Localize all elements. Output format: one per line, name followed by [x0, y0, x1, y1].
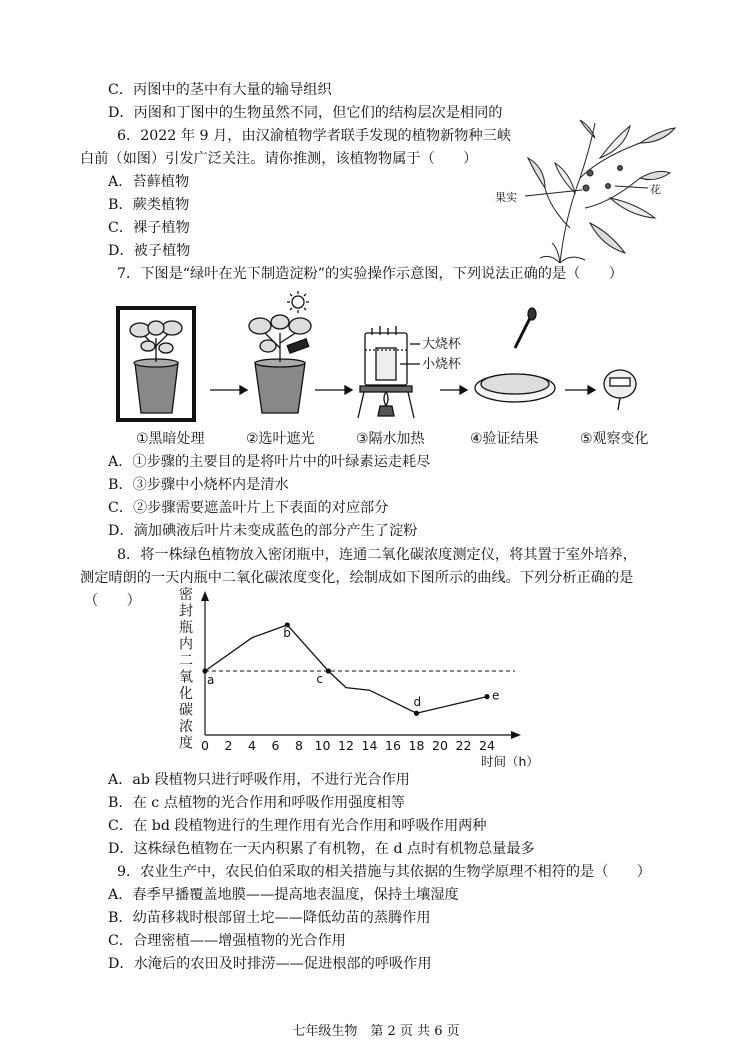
x-tick-8: 8 — [295, 738, 303, 753]
point-d — [414, 711, 419, 716]
y-label-char: 碳 — [179, 702, 193, 719]
y-axis-label — [179, 587, 193, 752]
q8-stem-line1: 8．将一株绿色植物放入密闭瓶中，连通二氧化碳浓度测定仪，将其置于室外培养， — [117, 547, 637, 563]
q7-stem: 7．下图是“绿叶在光下制造淀粉”的实验操作示意图，下列说法正确的是（ ） — [117, 266, 623, 282]
q9-option-d: D．水淹后的农田及时排涝——促进根部的呼吸作用 — [108, 956, 432, 972]
q6-option-c: C．裸子植物 — [108, 220, 190, 236]
y-label-char: 二 — [179, 653, 193, 669]
y-label-char: 浓 — [179, 719, 193, 735]
q9-option-c: C．合理密植——增强植物的光合作用 — [108, 933, 346, 949]
q7-option-d: D．滴加碘液后叶片未变成蓝色的部分产生了淀粉 — [108, 523, 418, 539]
point-label-a: a — [207, 673, 215, 687]
step-3-caption: ③隔水加热 — [356, 431, 425, 447]
x-tick-16: 16 — [385, 738, 401, 753]
q8-option-c: C．在 bd 段植物进行的生理作用有光合作用和呼吸作用两种 — [108, 818, 487, 834]
q9-option-a: A．春季早播覆盖地膜——提高地表温度，保持土壤湿度 — [108, 887, 459, 903]
q8-option-d: D．这株绿色植物在一天内积累了有机物，在 d 点时有机物总量最多 — [108, 841, 535, 857]
label-fruit: 果实 — [495, 191, 517, 204]
y-label-char: 密 — [179, 587, 193, 603]
point-e — [484, 694, 489, 699]
y-label-char: 内 — [179, 636, 193, 653]
y-label-char: 封 — [179, 603, 193, 620]
label-small-beaker: 小烧杯 — [422, 357, 462, 372]
q7-option-a: A．①步骤的主要目的是将叶片中的叶绿素运走耗尽 — [108, 454, 431, 470]
q7-option-c: C．②步骤需要遮盖叶片上下表面的对应部分 — [108, 500, 389, 516]
x-tick-6: 6 — [271, 738, 280, 753]
x-tick-22: 22 — [455, 738, 472, 753]
x-tick-12: 12 — [338, 738, 354, 753]
x-axis-arrow — [511, 731, 521, 739]
x-tick-20: 20 — [432, 738, 448, 753]
point-label-e: e — [492, 688, 500, 703]
co2-series-line — [205, 625, 487, 713]
step-2-caption: ②选叶遮光 — [246, 431, 315, 447]
q6-stem-line2: 白前（如图）引发广泛关注。请你推测，该植物物属于（ ） — [80, 151, 478, 167]
point-label-c: c — [316, 672, 323, 686]
x-tick-2: 2 — [224, 738, 233, 753]
q9-stem: 9．农业生产中，农民伯伯采取的相关措施与其依据的生物学原理不相符的是（ ） — [117, 864, 651, 880]
q7-option-b: B．③步骤中小烧杯内是清水 — [108, 477, 289, 493]
x-axis-label: 时间（h） — [481, 754, 539, 769]
point-c — [326, 668, 331, 673]
q8-stem-line3: （ ） — [84, 593, 141, 609]
co2-chart — [175, 585, 545, 770]
y-axis-arrow — [201, 591, 209, 601]
label-flower: 花 — [650, 183, 661, 196]
x-tick-10: 10 — [314, 738, 331, 753]
x-tick-14: 14 — [361, 738, 378, 753]
step-5-caption: ⑤观察变化 — [580, 431, 649, 447]
q5-option-c: C．丙图中的茎中有大量的输导组织 — [108, 82, 332, 98]
label-big-beaker: 大烧杯 — [422, 337, 462, 352]
y-label-char: 瓶 — [179, 620, 193, 636]
plant-figure — [490, 118, 690, 268]
x-tick-0: 0 — [201, 738, 209, 753]
q6-option-d: D．被子植物 — [108, 243, 191, 259]
step-1-caption: ①黑暗处理 — [136, 431, 205, 447]
page-footer: 七年级生物 第 2 页 共 6 页 — [292, 1024, 460, 1039]
q8-stem-line2: 测定晴朗的一天内瓶中二氧化碳浓度变化，绘制成如下图所示的曲线。下列分析正确的是 — [80, 570, 634, 586]
x-tick-4: 4 — [248, 738, 256, 753]
y-label-char: 氧 — [179, 669, 193, 686]
q6-stem-line1: 6．2022 年 9 月，由汉渝植物学者联手发现的植物新物种三峡 — [117, 128, 512, 144]
point-label-d: d — [413, 695, 422, 710]
q8-option-b: B．在 c 点植物的光合作用和呼吸作用强度相等 — [108, 795, 405, 811]
q5-option-d: D．丙图和丁图中的生物虽然不同，但它们的结构层次是相同的 — [108, 105, 503, 121]
x-tick-24: 24 — [479, 738, 495, 753]
q9-option-b: B．幼苗移栽时根部留土坨——降低幼苗的蒸腾作用 — [108, 910, 431, 926]
y-label-char: 化 — [179, 686, 193, 702]
q6-option-a: A．苔藓植物 — [108, 174, 190, 190]
point-label-b: b — [283, 625, 291, 640]
y-label-char: 度 — [179, 735, 193, 752]
experiment-figure — [110, 288, 670, 428]
q6-option-b: B．蕨类植物 — [108, 197, 190, 213]
x-tick-18: 18 — [408, 738, 425, 753]
step-4-caption: ④验证结果 — [470, 431, 539, 447]
q8-option-a: A．ab 段植物只进行呼吸作用，不进行光合作用 — [108, 772, 410, 788]
